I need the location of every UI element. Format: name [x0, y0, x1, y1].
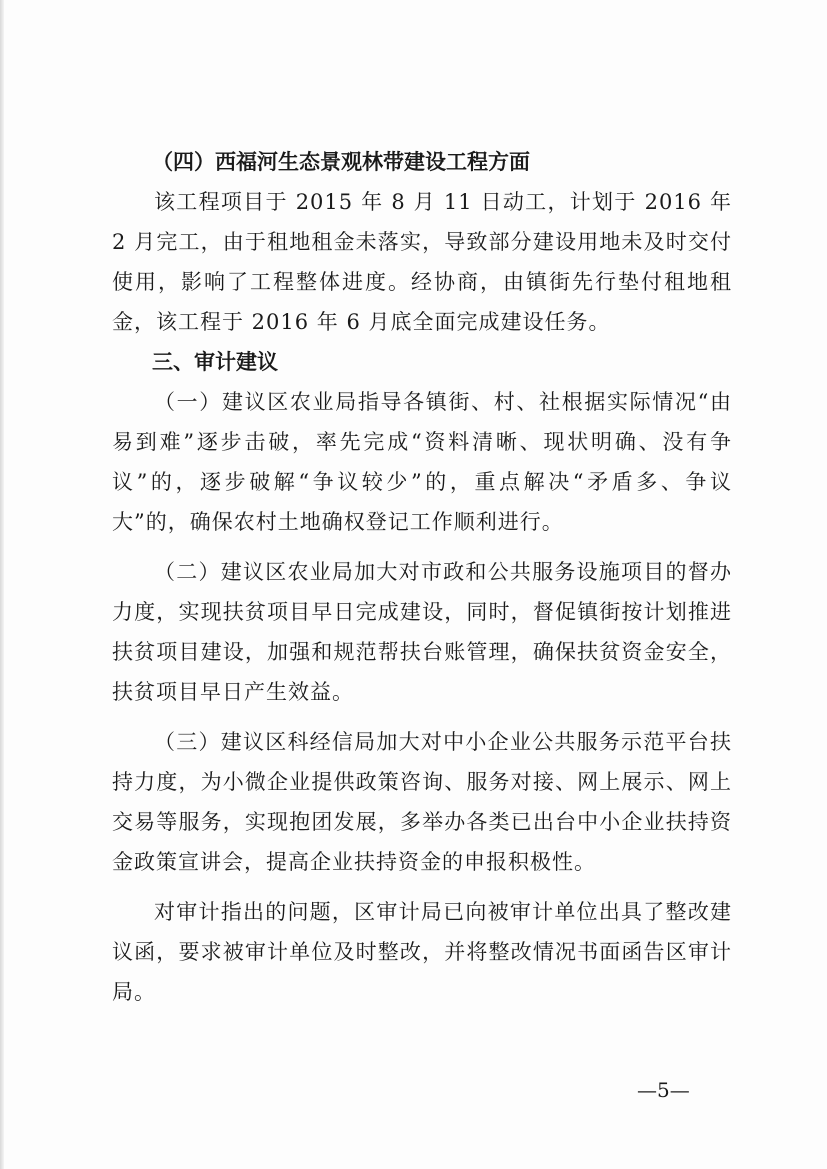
closing-paragraph: 对审计指出的问题，区审计局已向被审计单位出具了整改建议函，要求被审计单位及时整改，并将整改情况书面函告区审计局。 [112, 900, 732, 1004]
recommendation-paragraph-1: （一）建议区农业局指导各镇街、村、社根据实际情况“由易到难”逐步击破，率先完成“资料清晰、现状明确、没有争议”的，逐步破解“争议较少”的，重点解决“矛盾多、争议大”的，确保农村土地确权登记工作顺利进行。 [112, 390, 732, 534]
recommendation-paragraph-3: （三）建议区科经信局加大对中小企业公共服务示范平台扶持力度，为小微企业提供政策咨询、服务对接、网上展示、网上交易等服务，实现抱团发展，多举办各类已出台中小企业扶持资金政策宣讲会，提高企业扶持资金的申报积极性。 [112, 730, 732, 874]
audit-recommendations-heading: 三、审计建议 [152, 350, 278, 374]
page-number: —5— [637, 1078, 690, 1102]
section-four-heading: （四）西福河生态景观林带建设工程方面 [152, 150, 530, 174]
recommendation-paragraph-2: （二）建议区农业局加大对市政和公共服务设施项目的督办力度，实现扶贫项目早日完成建设，同时，督促镇街按计划推进扶贫项目建设，加强和规范帮扶台账管理，确保扶贫资金安全，扶贫项目早日产生效益。 [112, 560, 732, 704]
scan-edge [0, 0, 4, 1169]
document-body [112, 142, 732, 1012]
section-four-paragraph: 该工程项目于 2015 年 8 月 11 日动工，计划于 2016 年 2 月完工，由于租地租金未落实，导致部分建设用地未及时交付使用，影响了工程整体进度。经协商，由镇街先行垫付租地租金，该工程于 2016 年 6 月底全面完成建设任务。 [112, 190, 732, 334]
